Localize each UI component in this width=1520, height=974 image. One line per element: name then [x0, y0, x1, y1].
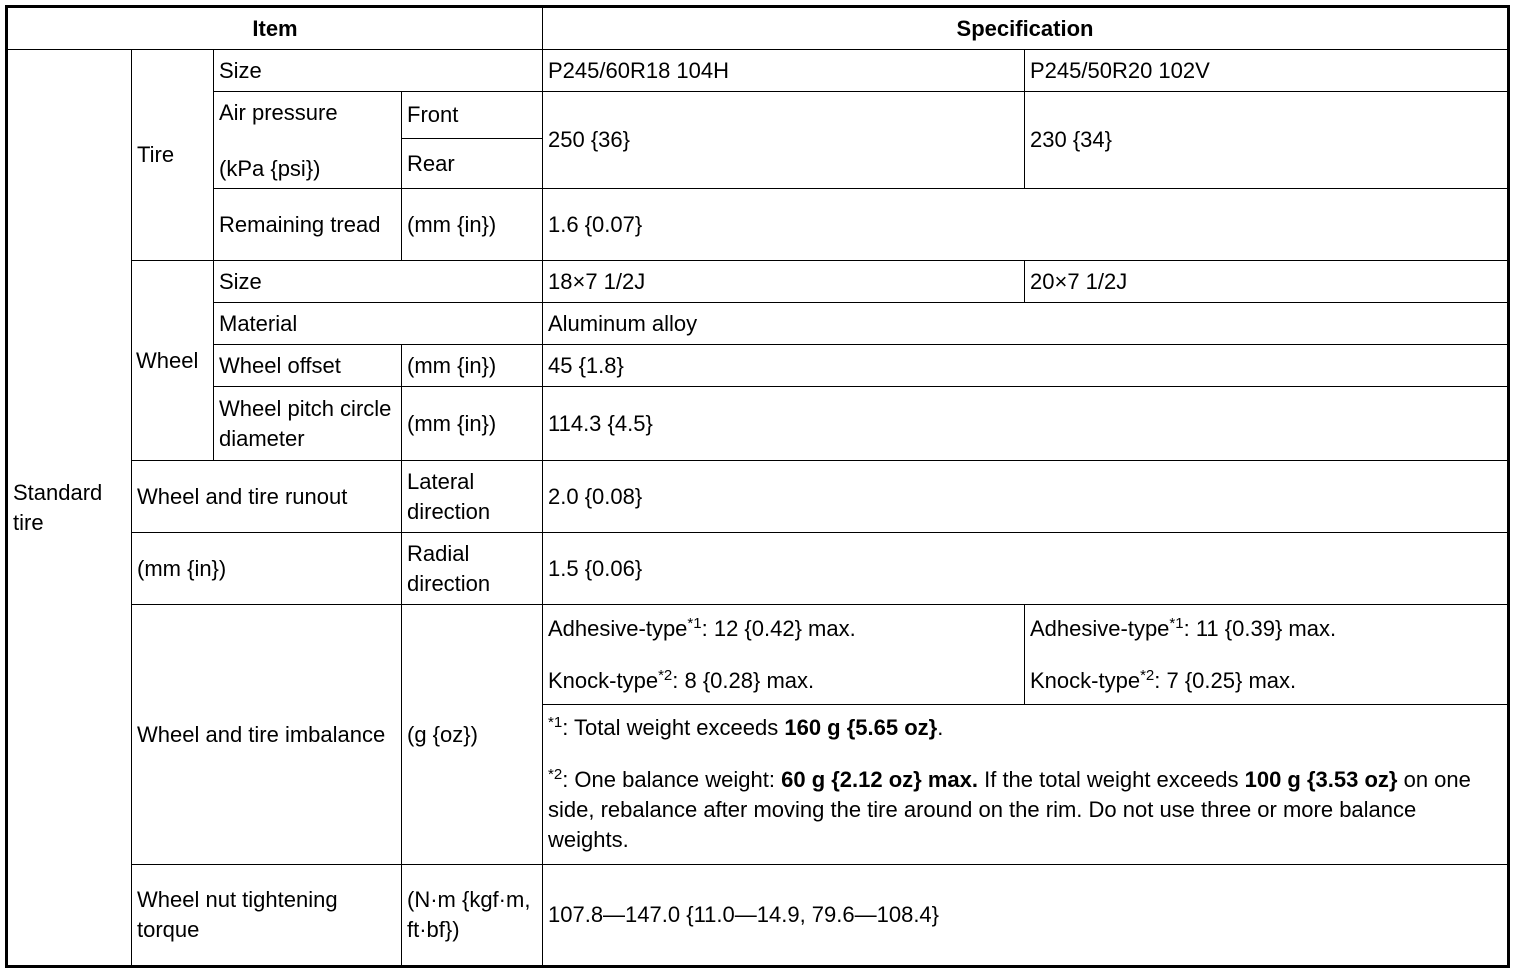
knock-label: Knock-type [548, 667, 659, 693]
remaining-tread-label: Remaining tread [214, 189, 402, 261]
footnote-2-text: : One balance weight: [562, 767, 782, 792]
tire-size-spec1: P245/60R18 104H [543, 50, 1025, 92]
footnote-2-text: on one side, rebalance after moving the tire around on the rim. Do not use three or more balance weights. [548, 767, 1471, 852]
wheel-size-row [7, 261, 1509, 303]
footnote-1-end: . [937, 715, 944, 740]
adhesive-value: : 11 {0.39} max. [1183, 615, 1337, 641]
knock-value: : 7 {0.25} max. [1154, 667, 1297, 693]
runout-lateral-label: Lateral direction [402, 461, 543, 533]
footnote-2 [548, 765, 1502, 855]
imbalance-notes [543, 705, 1509, 865]
footnote-mark-2: *2 [658, 666, 673, 684]
footnote-mark-1: *1 [687, 614, 702, 632]
footnote-mark-1: *1 [1169, 614, 1184, 632]
imbalance-unit: (g {oz}) [402, 605, 543, 865]
imbalance-spec2-knock [1030, 666, 1502, 696]
wheel-size-spec2: 20×7 1/2J [1025, 261, 1509, 303]
imbalance-label: Wheel and tire imbalance [132, 605, 402, 865]
footnote-2-bold: 60 g {2.12 oz} max. [781, 767, 978, 792]
wheel-offset-value: 45 {1.8} [543, 345, 1509, 387]
air-pressure-label-cell [214, 92, 402, 189]
header-item: Item [7, 7, 543, 50]
air-pressure-spec2: 230 {34} [1025, 92, 1509, 189]
adhesive-value: : 12 {0.42} max. [701, 615, 856, 641]
air-pressure-unit: (kPa {psi}) [219, 156, 321, 181]
tire-size-spec2: P245/50R20 102V [1025, 50, 1509, 92]
imbalance-spec1-knock [548, 666, 1019, 696]
wheel-pcd-value: 114.3 {4.5} [543, 387, 1509, 461]
adhesive-label: Adhesive-type [1030, 615, 1170, 641]
runout-radial-row [7, 533, 1509, 605]
category-label: Standard tire [7, 50, 132, 967]
imbalance-spec2 [1025, 605, 1509, 705]
footnote-1-text: : Total weight exceeds [562, 715, 785, 740]
torque-unit: (N·m {kgf·m, ft·bf}) [402, 865, 543, 967]
air-pressure-spec1: 250 {36} [543, 92, 1025, 189]
header-row [7, 7, 1509, 50]
runout-radial-value: 1.5 {0.06} [543, 533, 1509, 605]
tire-size-label: Size [214, 50, 543, 92]
tire-size-row [7, 50, 1509, 92]
footnote-1-bold: 160 g {5.65 oz} [784, 715, 938, 740]
remaining-tread-unit: (mm {in}) [402, 189, 543, 261]
adhesive-label: Adhesive-type [548, 615, 688, 641]
header-specification: Specification [543, 7, 1509, 50]
torque-row [7, 865, 1509, 967]
wheel-material-value: Aluminum alloy [543, 303, 1509, 345]
knock-label: Knock-type [1030, 667, 1141, 693]
footnote-2-mark: *2 [548, 766, 563, 783]
footnote-1-mark: *1 [548, 714, 563, 731]
air-pressure-label: Air pressure [219, 100, 338, 125]
imbalance-values-row [7, 605, 1509, 705]
wheel-pcd-unit: (mm {in}) [402, 387, 543, 461]
runout-lateral-value: 2.0 {0.08} [543, 461, 1509, 533]
footnote-mark-2: *2 [1140, 666, 1155, 684]
wheel-label: Wheel [132, 261, 214, 461]
imbalance-spec2-adhesive [1030, 614, 1502, 644]
footnote-2-text: If the total weight exceeds [978, 767, 1245, 792]
footnote-2-bold: 100 g {3.53 oz} [1244, 767, 1398, 792]
wheel-offset-label: Wheel offset [214, 345, 402, 387]
imbalance-spec1-adhesive [548, 614, 1019, 644]
knock-value: : 8 {0.28} max. [672, 667, 815, 693]
imbalance-spec1 [543, 605, 1025, 705]
runout-unit: (mm {in}) [132, 533, 402, 605]
wheel-material-label: Material [214, 303, 543, 345]
wheel-size-label: Size [214, 261, 543, 303]
tire-label: Tire [132, 50, 214, 261]
wheel-offset-unit: (mm {in}) [402, 345, 543, 387]
torque-label: Wheel nut tightening torque [132, 865, 402, 967]
wheel-pcd-label: Wheel pitch circle diameter [214, 387, 402, 461]
runout-label: Wheel and tire runout [132, 461, 402, 533]
air-pressure-front-row [7, 92, 1509, 139]
remaining-tread-value: 1.6 {0.07} [543, 189, 1509, 261]
wheel-material-row [7, 303, 1509, 345]
runout-lateral-row [7, 461, 1509, 533]
air-pressure-front-label: Front [402, 92, 543, 139]
wheel-pcd-row [7, 387, 1509, 461]
torque-value: 107.8—147.0 {11.0—14.9, 79.6—108.4} [543, 865, 1509, 967]
wheel-size-spec1: 18×7 1/2J [543, 261, 1025, 303]
air-pressure-rear-label: Rear [402, 139, 543, 189]
wheel-offset-row [7, 345, 1509, 387]
spec-table [5, 5, 1510, 968]
footnote-1 [548, 713, 1502, 743]
remaining-tread-row [7, 189, 1509, 261]
runout-radial-label: Radial direction [402, 533, 543, 605]
